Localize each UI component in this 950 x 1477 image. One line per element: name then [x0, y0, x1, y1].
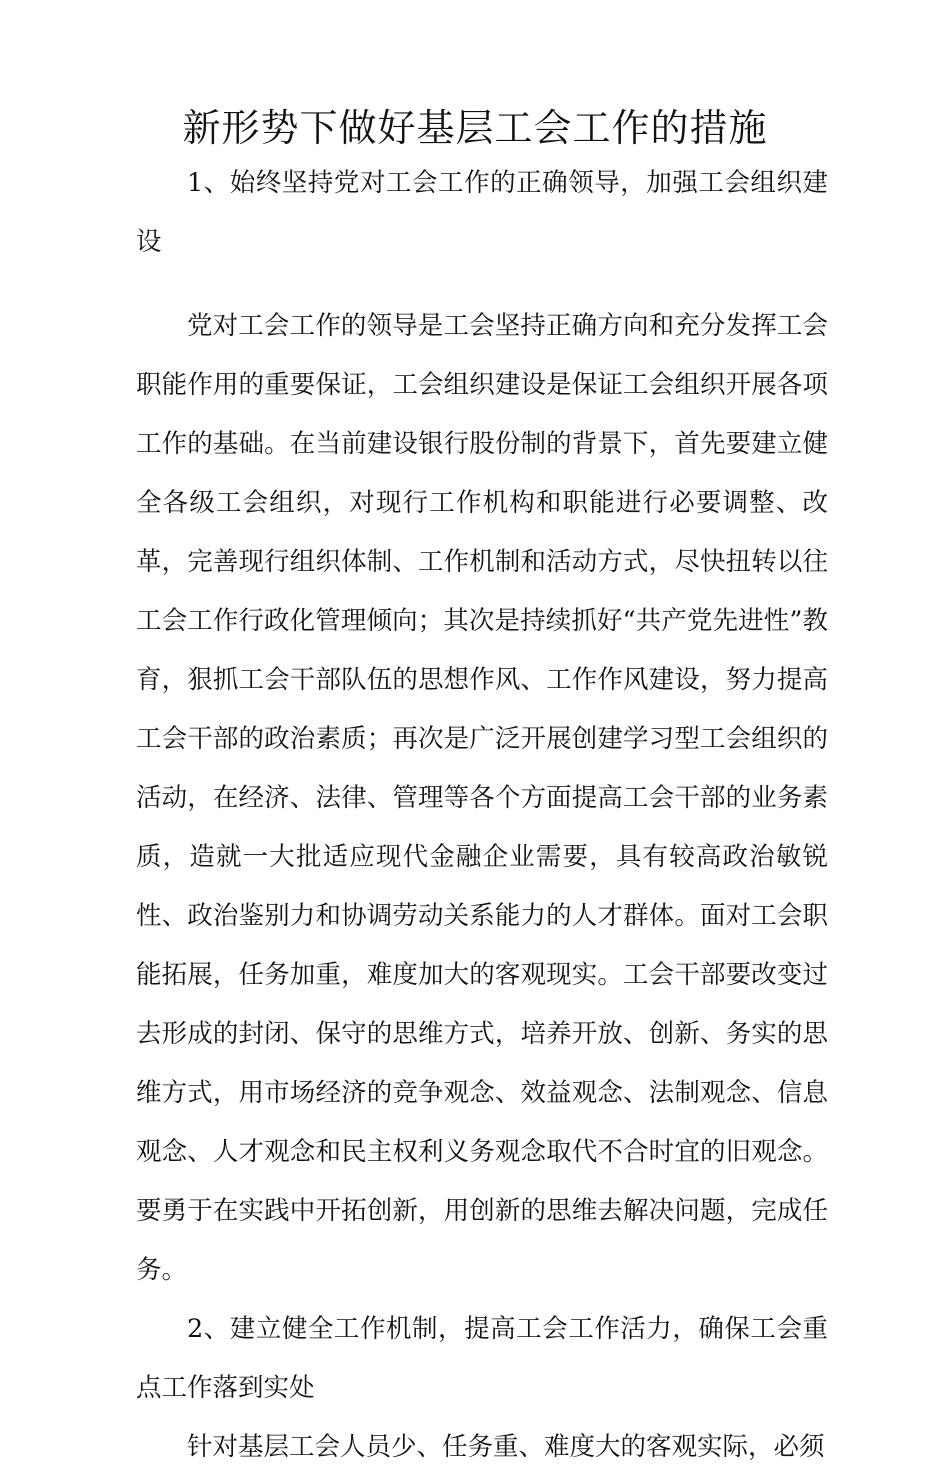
section-heading-2: 2、建立健全工作机制，提高工会工作活力，确保工会重点工作落到实处: [136, 1314, 828, 1403]
section-heading-1: 1、始终坚持党对工会工作的正确领导，加强工会组织建设: [136, 168, 828, 257]
section-2-paragraph: 针对基层工会人员少、任务重、难度大的客观实际，必须: [187, 1432, 825, 1462]
document-title: 新形势下做好基层工会工作的措施: [182, 106, 768, 150]
section-gap: [136, 272, 828, 297]
document-body: [136, 154, 828, 1477]
section-1-paragraph: 党对工会工作的领导是工会坚持正确方向和充分发挥工会职能作用的重要保证，工会组织建设是保证工会组织开展各项工作的基础。在当前建设银行股份制的背景下，首先要建立健全各级工会组织，对现行工作机构和职能进行必要调整、改革，完善现行组织体制、工作机制和活动方式，尽快扭转以往工会工作行政化管理倾向；其次是持续抓好“共产党先进性”教育，狠抓工会干部队伍的思想作风、工作作风建设，努力提高工会干部的政治素质；再次是广泛开展创建学习型工会组织的活动，在经济、法律、管理等各个方面提高工会干部的业务素质，造就一大批适应现代金融企业需要，具有较高政治敏锐性、政治鉴别力和协调劳动关系能力的人才群体。面对工会职能拓展，任务加重，难度加大的客观现实。工会干部要改变过去形成的封闭、保守的思维方式，培养开放、创新、务实的思维方式，用市场经济的竞争观念、效益观念、法制观念、信息观念、人才观念和民主权利义务观念取代不合时宜的旧观念。要勇于在实践中开拓创新，用创新的思维去解决问题，完成任务。: [136, 311, 828, 1285]
